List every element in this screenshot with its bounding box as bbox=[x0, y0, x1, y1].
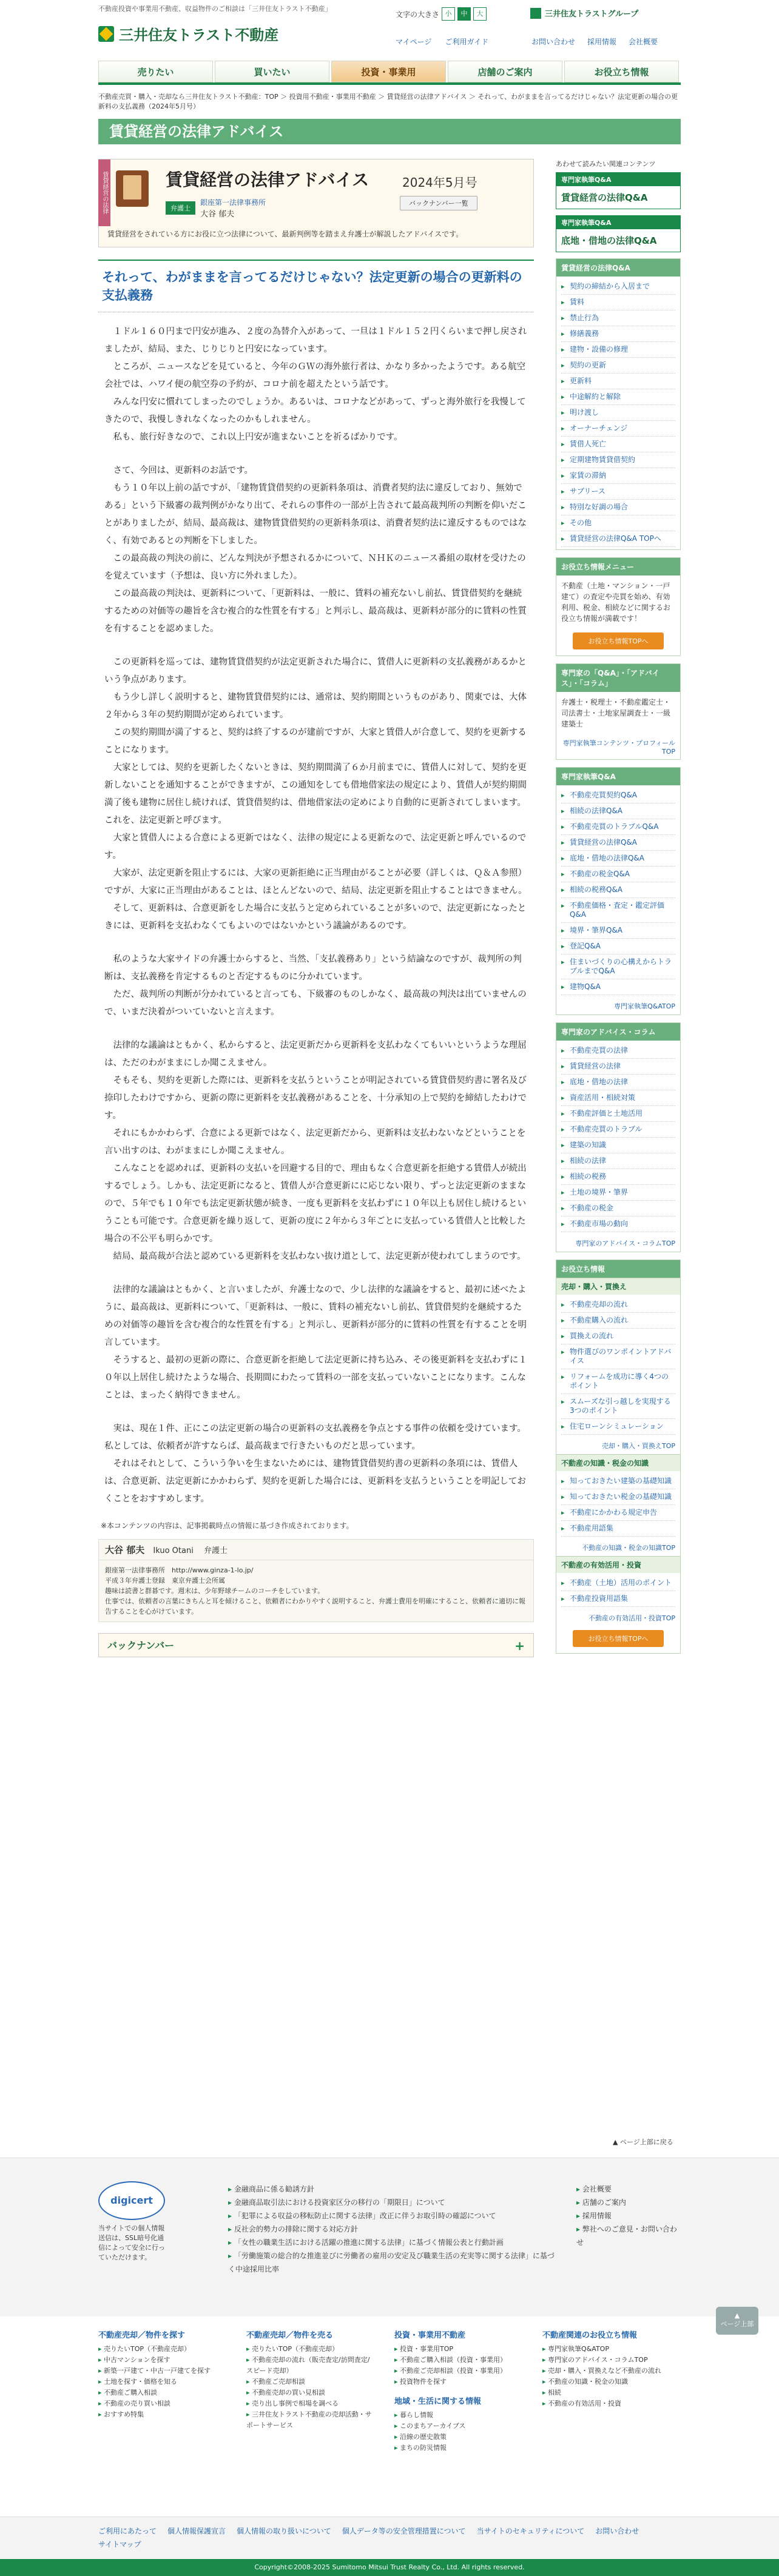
footer-column-heading[interactable]: 不動産売却／物件を売る bbox=[246, 2331, 334, 2340]
law-qa-item[interactable]: ▸ 契約の締結から入居まで bbox=[561, 279, 675, 295]
footer-column-link[interactable]: ▸ 専門家執筆Q&ATOP bbox=[542, 2344, 670, 2355]
related-qa-land[interactable] bbox=[556, 215, 681, 252]
law-qa-item[interactable]: ▸ 契約の更新 bbox=[561, 358, 675, 374]
profile-name: 大谷 郁夫 bbox=[105, 1545, 145, 1555]
expert-box bbox=[556, 663, 681, 760]
expert-advice-menu bbox=[556, 1022, 681, 1252]
article-paragraph: この更新料を巡っては、建物賃貸借契約が法定更新された場合に、賃借人に更新料の支払義務があるかという争点があります。 bbox=[104, 657, 527, 685]
logo-icon bbox=[98, 26, 114, 42]
law-qa-item[interactable]: ▸ 賃料 bbox=[561, 295, 675, 310]
author-name: 大谷 郁夫 bbox=[200, 210, 235, 219]
article-paragraph: １ドル１６０円まで円安が進み、２度の為替介入があって、一旦は１ドル１５２円くらいまで押し戻されましたが、結局、また、じりじりと円安になっています。 bbox=[104, 327, 527, 354]
article-paragraph: 法律的な議論はともかく、私からすると、法定更新だから更新料を支払わなくてもいいというような理屈は、ただのわがままにしか聞こえません。 bbox=[104, 1041, 527, 1068]
footer-column bbox=[246, 2329, 374, 2431]
useful-item[interactable]: ▸ 不動産購入の流れ bbox=[561, 1313, 675, 1329]
expert-advice-top-link[interactable]: 専門家のアドバイス・コラムTOP bbox=[575, 1239, 675, 1247]
expert-box-header: 専門家の「Q&A」・「アドバイス」・「コラム」 bbox=[556, 664, 680, 692]
footer-column-link[interactable]: ▸ 投資・事業用TOP bbox=[394, 2344, 522, 2355]
breadcrumb[interactable]: 不動産売買・購入・売却なら三井住友トラスト不動産：TOP ＞ 投資用不動産・事業用不動産 ＞ 賃貸経営の法律アドバイス ＞ それって、わがままを言ってるだけじゃない？法定更新の場合の更新料の支払義務（2024年5月号） bbox=[98, 93, 678, 110]
law-qa-item[interactable]: ▸ 定期建物賃貸借契約 bbox=[561, 452, 675, 468]
plus-icon: + bbox=[514, 1639, 525, 1653]
page-top-link[interactable]: ▲ ページ上部に戻る bbox=[613, 2138, 673, 2146]
expert-qa-top-link[interactable]: 専門家執筆Q&ATOP bbox=[614, 1002, 675, 1010]
footer-column-link[interactable]: ▸ 不動産売却の買い見相談 bbox=[246, 2387, 374, 2398]
footer-column bbox=[394, 2329, 522, 2454]
expert-advice-list bbox=[556, 1041, 680, 1235]
article-paragraph: もう１０年以上前の話ですが、「建物賃貸借契約の更新料条項は、消費者契約法に違反しており、無効である」という下級審の裁判例がかなり出て、それらの事件の一部が上告されて最高裁判所の判断を仰いだことがありましたが、結局、最高裁は、建物賃貸借契約の更新料条項は、消費者契約法に違反するものではなく、有効であるとの判断を下しました。 bbox=[104, 483, 527, 546]
footer-column-link[interactable]: ▸ 三井住友トラスト不動産の売却活動・サポートサービス bbox=[246, 2409, 374, 2431]
expert-advice-item[interactable]: ▸ 不動産市場の動向 bbox=[561, 1216, 675, 1232]
expert-qa-item[interactable]: ▸ 賃貸経営の法律Q&A bbox=[561, 835, 675, 851]
font-size-large-button[interactable]: 大 bbox=[473, 7, 487, 21]
expert-qa-item[interactable]: ▸ 不動産価格・査定・鑑定評価Q&A bbox=[561, 898, 675, 923]
backnumber-accordion[interactable] bbox=[98, 1633, 534, 1657]
article-paragraph: 大家が、法定更新を阻止するには、大家の更新拒絶に正当理由がることが必要（詳しくは、Ｑ＆Ａ参照）ですが、大家に正当理由があることは、ほとんどないので、結局、法定更新を阻止することはできません。 bbox=[104, 868, 527, 896]
footer-column-link[interactable]: ▸ 売却・購入・買換えなど不動産の流れ bbox=[542, 2366, 670, 2376]
useful-more-1[interactable]: 売却・購入・買換えTOP bbox=[601, 1442, 675, 1450]
footer-policy-link[interactable]: ▸ 「労働施策の総合的な推進並びに労働者の雇用の安定及び職業生活の充実等に関する法律」に基づく中途採用比率 bbox=[228, 2249, 559, 2276]
footer-policy-link[interactable]: ▸ 反社会的勢力の排除に関する対応方針 bbox=[228, 2222, 559, 2236]
article-paragraph: それにもかかわらず、合意による更新ではなく、法定更新だから、更新料は支払わないなどということを言い出すのは、わがままにしか聞こえません。 bbox=[104, 1129, 526, 1156]
article-paragraph: 私も、旅行好きなので、これ以上円安が進まないことを祈るばかりです。 bbox=[113, 432, 403, 442]
footer-policy-link[interactable]: ▸ 「犯罪による収益の移転防止に関する法律」改正に伴うお取引時の確認について bbox=[228, 2209, 559, 2222]
expert-top-link[interactable]: 専門家執筆コンテンツ・プロフィールTOP bbox=[562, 739, 675, 756]
footer-column-heading[interactable]: 地域・生活に関する情報 bbox=[394, 2397, 482, 2406]
author-profile bbox=[98, 1539, 534, 1622]
gnav-investment[interactable]: 投資・事業用 bbox=[331, 61, 446, 82]
expert-qa-item[interactable]: ▸ 不動産の税金Q&A bbox=[561, 867, 675, 882]
footer-column-link[interactable]: ▸ 暮らし情報 bbox=[394, 2410, 522, 2421]
footer-column bbox=[98, 2329, 226, 2420]
footer-bottom-link[interactable]: 個人データ等の安全管理措置について bbox=[342, 2527, 466, 2535]
useful-item[interactable]: ▸ 住宅ローンシミュレーション bbox=[561, 1419, 675, 1435]
footer-column-link[interactable]: ▸ このまちアーカイブス bbox=[394, 2421, 522, 2432]
article-paragraph: この最高裁の判決は、更新料について、「更新料は、一般に、賃料の補充ないし前払、賃貸借契約を継続するための対価等の趣旨を含む複合的な性質を有する」と判示し、最高裁は、更新料が部分的に賃料の性質を有することを認めました。 bbox=[104, 589, 527, 634]
expert-advice-item[interactable]: ▸ 建築の知識 bbox=[561, 1138, 675, 1153]
useful-sub-knowledge: 不動産の知識・税金の知識 bbox=[556, 1454, 680, 1471]
footer-company-link[interactable]: ▸ 弊社へのご意見・お問い合わせ bbox=[576, 2222, 680, 2249]
related-qa-land-header: 専門家執筆Q&A bbox=[556, 216, 680, 229]
related-qa-law[interactable] bbox=[556, 172, 681, 209]
footer-bottom-link[interactable]: サイトマップ bbox=[98, 2540, 141, 2549]
util-nav bbox=[396, 36, 488, 47]
useful-info-menu bbox=[556, 1259, 681, 1654]
expert-box-text: 弁護士・税理士・不動産鑑定士・司法書士・土地家屋調査士・一級建築士 bbox=[561, 698, 671, 728]
footer-column-link[interactable]: ▸ 不動産ご購入相談 bbox=[98, 2387, 226, 2398]
help-menu-header: お役立ち情報メニュー bbox=[556, 558, 680, 575]
article-paragraph: 大家としては、契約を更新したくないときは、契約期間満了６か月前までに、賃借人に対して、契約を更新しないことを通知することができますが、この通知をしても借地借家法の規定により、賃借人が契約期間満了後も建物に居住し続ければ、賃貸借契約は、借地借家法の定めにより自動的に更新されてしまいます。これを、法定更新と呼びます。 bbox=[104, 763, 527, 825]
footer-column-link[interactable]: ▸ 不動産ご売却相談 bbox=[246, 2376, 374, 2387]
footer-bottom-link-list bbox=[98, 2524, 681, 2551]
article-paragraph: もう少し詳しく説明すると、建物賃貸借契約には、通常は、契約期間というものがあり、関東では、大体２年から３年の契約期間が定められています。 bbox=[104, 693, 527, 720]
expert-qa-item[interactable]: ▸ 不動産売買契約Q&A bbox=[561, 788, 675, 803]
column-header-card bbox=[98, 159, 534, 247]
expert-advice-item[interactable]: ▸ 資産活用・相続対策 bbox=[561, 1090, 675, 1106]
profile-line: 趣味は読書と群碁です。週末は、少年野球チームのコーチをしています。 bbox=[105, 1587, 325, 1595]
footer-column-heading[interactable]: 不動産売却／物件を探す bbox=[98, 2331, 186, 2340]
site-logo[interactable] bbox=[98, 23, 278, 44]
profile-line[interactable]: 銀座第一法律事務所 http://www.ginza-1-lo.jp/ bbox=[105, 1566, 254, 1574]
expert-advice-item[interactable]: ▸ 賃貸経営の法律 bbox=[561, 1059, 675, 1075]
page-top-label: ページ上部に戻る bbox=[619, 2138, 673, 2146]
column-title: 賃貸経営の法律アドバイス bbox=[166, 170, 369, 190]
font-size-medium-button[interactable]: 中 bbox=[457, 7, 471, 21]
expert-advice-item[interactable]: ▸ 相続の法律 bbox=[561, 1153, 675, 1169]
backnumber-list-button[interactable]: バックナンバー一覧 bbox=[400, 196, 477, 210]
useful-list-2 bbox=[556, 1471, 680, 1539]
global-nav bbox=[98, 61, 681, 85]
gnav-stores[interactable]: 店舗のご案内 bbox=[448, 61, 562, 82]
article-paragraph: この契約期間が満了すると、契約は終了するのが建前ですが、大家と賃借人が合意して、契約を更新することになります。 bbox=[104, 728, 527, 755]
article-body bbox=[98, 323, 534, 1508]
footer-policy-link[interactable]: ▸ 「女性の職業生活における活躍の推進に関する法律」に基づく情報公表と行動計画 bbox=[228, 2236, 559, 2249]
column-ribbon: 賃貸経営の法律 bbox=[98, 159, 110, 226]
issue-date: 2024年5月号 bbox=[402, 175, 477, 190]
font-size-small-button[interactable]: 小 bbox=[442, 7, 455, 21]
footer-column-link[interactable]: ▸ 相続 bbox=[542, 2387, 670, 2398]
expert-qa-item[interactable]: ▸ 不動産売買のトラブルQ&A bbox=[561, 819, 675, 835]
footer-bottom-link[interactable]: 当サイトのセキュリティについて bbox=[476, 2527, 585, 2535]
floating-page-top-label: ページ上部 bbox=[720, 2320, 754, 2328]
useful-item[interactable]: ▸ 不動産にかかわる規定申告 bbox=[561, 1505, 675, 1521]
law-qa-item[interactable]: ▸ 禁止行為 bbox=[561, 310, 675, 326]
guide-link[interactable]: ご利用ガイド bbox=[445, 38, 489, 46]
law-qa-menu-header: 賃貸経営の法律Q&A bbox=[556, 259, 680, 277]
footer-policy-links bbox=[228, 2182, 559, 2276]
footer-column-link[interactable]: ▸ 土地を探す・価格を知る bbox=[98, 2376, 226, 2387]
useful-item[interactable]: ▸ 知っておきたい税金の基礎知識 bbox=[561, 1489, 675, 1505]
useful-item[interactable]: ▸ 知っておきたい建築の基礎知識 bbox=[561, 1474, 675, 1489]
law-qa-item[interactable]: ▸ 賃借人死亡 bbox=[561, 437, 675, 452]
related-qa-land-title: 底地・借地の法律Q&A bbox=[561, 235, 657, 246]
article-paragraph: ただ、裁判所の判断が分かれていると言っても、下級審のものしかなく、最高裁の判決は出ていませんので、いまだ決着がついていないと言えます。 bbox=[104, 990, 527, 1017]
footer-column-heading[interactable]: 投資・事業用不動産 bbox=[394, 2331, 466, 2340]
article-paragraph: さて、今回は、更新料のお話です。 bbox=[113, 466, 254, 475]
law-qa-menu bbox=[556, 258, 681, 550]
article-paragraph: そもそも、契約を更新した際には、更新料を支払うということが明記されている賃貸借契約書に署名及び捺印したわけですから、更新の際に更新料を支払義務があることを、十分承知の上で契約を締結したわけです。 bbox=[104, 1076, 527, 1121]
useful-item[interactable]: ▸ 不動産投資用語集 bbox=[561, 1591, 675, 1607]
useful-item[interactable]: ▸ 不動産（土地）活用のポイント bbox=[561, 1575, 675, 1591]
footer-bottom-link[interactable]: 個人情報の取り扱いについて bbox=[237, 2527, 331, 2535]
expert-advice-item[interactable]: ▸ 不動産売買のトラブル bbox=[561, 1122, 675, 1138]
law-qa-item[interactable]: ▸ 特別な好調の場合 bbox=[561, 500, 675, 515]
useful-item[interactable]: ▸ 物件選びのワンポイントアドバイス bbox=[561, 1344, 675, 1369]
sidebar bbox=[556, 159, 681, 1661]
company-link[interactable]: 会社概要 bbox=[629, 38, 658, 46]
font-size-switcher bbox=[396, 7, 487, 21]
useful-item[interactable]: ▸ スムーズな引っ越しを実現する3つのポイント bbox=[561, 1394, 675, 1419]
logo-text: 三井住友トラスト不動産 bbox=[119, 26, 279, 44]
law-qa-item[interactable]: ▸ オーナーチェンジ bbox=[561, 421, 675, 437]
footer-column-link[interactable]: ▸ 不動産の有効活用・投資 bbox=[542, 2398, 670, 2409]
article-paragraph: みんな円安に慣れてしまったのでしょうか。あるいは、コロナなどがあって、ずっと海外旅行を我慢してきたので、我慢しきれなくなったのかもしれません。 bbox=[104, 397, 526, 424]
footer-column-link[interactable]: ▸ 不動産の売り買い相談 bbox=[98, 2398, 226, 2409]
expert-qa-item[interactable]: ▸ 底地・借地の法律Q&A bbox=[561, 851, 675, 867]
footer-company-links bbox=[576, 2182, 680, 2249]
group-logo-icon bbox=[530, 8, 541, 19]
article-title: それって、わがままを言ってるだけじゃない？法定更新の場合の更新料の支払義務 bbox=[98, 260, 534, 312]
contact-link[interactable]: お問い合わせ bbox=[531, 38, 576, 46]
copyright: Copyright©2008-2025 Sumitomo Mitsui Trust Realty Co., Ltd. All rights reserved. bbox=[0, 2559, 779, 2576]
footer-column-link[interactable]: ▸ 不動産売却の流れ（販売査定/訪問査定/スピード売却） bbox=[246, 2355, 374, 2376]
useful-item[interactable]: ▸ 不動産売却の流れ bbox=[561, 1297, 675, 1313]
footer-bottom-link[interactable]: お問い合わせ bbox=[595, 2527, 639, 2535]
expert-qa-item[interactable]: ▸ 登記Q&A bbox=[561, 939, 675, 954]
main-content bbox=[98, 159, 534, 1657]
mypage-link[interactable]: マイページ bbox=[396, 38, 432, 46]
footer-column-link[interactable]: ▸ 沿線の歴史散策 bbox=[394, 2432, 522, 2443]
footer-info bbox=[0, 2158, 779, 2316]
footer-column-link[interactable]: ▸ 不動産ご購入相談（投資・事業用） bbox=[394, 2355, 522, 2366]
expert-advice-item[interactable]: ▸ 相続の税務 bbox=[561, 1169, 675, 1185]
content-note: ※本コンテンツの内容は、記事掲載時点の情報に基づき作成されております。 bbox=[101, 1521, 354, 1530]
expert-qa-item[interactable]: ▸ 住まいづくりの心構えからトラブルまでQ&A bbox=[561, 954, 675, 979]
article-paragraph: そして、更新料は、合意更新をした場合に支払うと定められていることが多いので、法定更新になったときには、更新料を支払わなくてもよいのではないかという議論があるのです。 bbox=[104, 904, 527, 931]
author-firm-link[interactable]: 銀座第一法律事務所 bbox=[200, 198, 266, 207]
footer-column-link[interactable]: ▸ 専門家のアドバイス・コラムTOP bbox=[542, 2355, 670, 2366]
article-paragraph: この最高裁の判決の前に、どんな判決が予想されるかについて、ＮＨＫのニュース番組の取材を受けたのを覚えています（予想は、良い方に外れました）。 bbox=[104, 554, 526, 581]
gnav-sell[interactable]: 売りたい bbox=[98, 61, 213, 82]
law-qa-item[interactable]: ▸ 修繕義務 bbox=[561, 326, 675, 342]
expert-qa-item[interactable]: ▸ 建物Q&A bbox=[561, 979, 675, 995]
footer-column-heading[interactable]: 不動産関連のお役立ち情報 bbox=[542, 2331, 638, 2340]
book-icon bbox=[116, 170, 149, 207]
expert-qa-header: 専門家執筆Q&A bbox=[556, 768, 680, 785]
article-paragraph: 実は、現在１件、正にこの法定更新の場合の更新料の支払義務を争点とする事件の依頼を受けています。私としては、依頼者が許すならば、最高裁まで行きたいものだと思っています。 bbox=[104, 1424, 526, 1451]
law-qa-item[interactable]: ▸ その他 bbox=[561, 515, 675, 531]
digicert-seal[interactable]: digicert bbox=[98, 2181, 165, 2220]
profile-header bbox=[99, 1540, 533, 1560]
footer-policy-link[interactable]: ▸ 金融商品に係る勧誘方針 bbox=[228, 2182, 559, 2196]
footer-column-link[interactable]: ▸ 売り出し事例で相場を調べる bbox=[246, 2398, 374, 2409]
expert-advice-item[interactable]: ▸ 底地・借地の法律 bbox=[561, 1075, 675, 1090]
expert-qa-list bbox=[556, 785, 680, 998]
article-paragraph: 結局、最高裁が合法と認めている更新料を支払わない抜け道として、法定更新が使われてしまうのです。 bbox=[113, 1252, 526, 1261]
footer-column bbox=[542, 2329, 670, 2409]
author-role-badge: 弁護士 bbox=[166, 201, 195, 215]
expert-advice-item[interactable]: ▸ 不動産評価と土地活用 bbox=[561, 1106, 675, 1122]
article-paragraph: それはそれとして、こういう争いを生まないためには、建物賃貸借契約書の更新料の条項には、賃借人は、合意更新、法定更新にかかわらず、契約を更新した場合には、更新料を支払うということを明記しておくことをおすすめします。 bbox=[104, 1459, 526, 1504]
law-qa-item[interactable]: ▸ 中途解約と解除 bbox=[561, 389, 675, 405]
font-size-label: 文字の大きさ bbox=[396, 10, 440, 19]
useful-sub-sell-buy: 売却・購入・買換え bbox=[556, 1278, 680, 1295]
related-qa-law-header: 専門家執筆Q&A bbox=[556, 173, 680, 186]
footer-column-link[interactable]: ▸ 投資物件を探す bbox=[394, 2376, 522, 2387]
gnav-info[interactable]: お役立ち情報 bbox=[564, 61, 679, 82]
expert-advice-item[interactable]: ▸ 不動産の税金 bbox=[561, 1201, 675, 1216]
footer-company-link[interactable]: ▸ 会社概要 bbox=[576, 2182, 680, 2196]
footer-column-link[interactable]: ▸ おすすめ特集 bbox=[98, 2409, 226, 2420]
law-qa-item[interactable]: ▸ 更新料 bbox=[561, 374, 675, 389]
useful-item[interactable]: ▸ 買換えの流れ bbox=[561, 1329, 675, 1344]
expert-advice-item[interactable]: ▸ 土地の境界・筆界 bbox=[561, 1185, 675, 1201]
useful-sub-investment: 不動産の有効活用・投資 bbox=[556, 1556, 680, 1573]
related-qa-law-title: 賃貸経営の法律Q&A bbox=[561, 192, 648, 203]
column-description: 賃貸経営をされている方にお役に立つ法律について、最新判例等を踏まえ弁護士が解説したアドバイスです。 bbox=[107, 230, 464, 238]
expert-qa-item[interactable]: ▸ 相続の税務Q&A bbox=[561, 882, 675, 898]
footer-column-link[interactable]: ▸ 不動産ご売却相談（投資・事業用） bbox=[394, 2366, 522, 2376]
footer-company-link[interactable]: ▸ 採用情報 bbox=[576, 2209, 680, 2222]
footer-company-link[interactable]: ▸ 店舗のご案内 bbox=[576, 2196, 680, 2209]
useful-list-1 bbox=[556, 1295, 680, 1437]
article-paragraph: こんなことを認めれば、更新料の支払いを回避する目的で、理由もなく合意更新を拒絶する賃借人が続出するでしょう。しかも、法定更新になると、賃借人が合意更新にに応じない限り、ずっと法定更新のままなので、５年でも１０年でも法定更新状態が続き、一度も更新料を支払わずに１０年以上も居住し続けるということも可能です。合意更新を繰り返して、更新の度に２年から３年ごとに支払っている賃借人と比較した場合の不公平も明らかです。 bbox=[104, 1164, 527, 1244]
law-qa-list bbox=[556, 277, 680, 549]
footer-policy-link[interactable]: ▸ 金融商品取引法における投資家区分の移行の「期限日」について bbox=[228, 2196, 559, 2209]
article-paragraph: ところが、ニュースなどを見ていると、今年のＧＷの海外旅行者は、かなり多かったようです。ある航空会社では、ハワイ便の航空券の予約が、コロナ前を超えたという話です。 bbox=[104, 362, 526, 389]
profile-roman: Ikuo Otani bbox=[153, 1546, 194, 1555]
backnumber-label: バックナンバー bbox=[107, 1640, 175, 1651]
footer-column-link[interactable]: ▸ 売りたいTOP（不動産売却） bbox=[246, 2344, 374, 2355]
profile-line: 平成３年弁護士登録 東京弁護士会所属 bbox=[105, 1577, 225, 1585]
useful-more-2[interactable]: 不動産の知識・税金の知識TOP bbox=[581, 1544, 675, 1552]
useful-info-header: お役立ち情報 bbox=[556, 1260, 680, 1278]
footer-column-link[interactable]: ▸ 新築一戸建て・中古一戸建てを探す bbox=[98, 2366, 226, 2376]
page-title: 賃貸経営の法律アドバイス bbox=[98, 119, 681, 144]
law-qa-item[interactable]: ▸ サブリース bbox=[561, 484, 675, 500]
expert-advice-header: 専門家のアドバイス・コラム bbox=[556, 1023, 680, 1041]
help-menu-text: 不動産（土地・マンション・一戸建て）の査定や売買を始め、有効利用、税金、相続などに関するお役立ち情報が満載です！ bbox=[561, 582, 671, 623]
useful-list-3 bbox=[556, 1573, 680, 1609]
law-qa-item[interactable]: ▸ 家賃の滞納 bbox=[561, 468, 675, 484]
recruit-link[interactable]: 採用情報 bbox=[587, 38, 617, 46]
floating-page-top-button[interactable]: ▲ ページ上部 bbox=[716, 2307, 758, 2335]
footer-bottom-link[interactable]: ご利用にあたって bbox=[98, 2527, 157, 2535]
article-paragraph: 私のような大家サイドの弁護士からすると、当然、「支払義務あり」という結論なのですが、裁判所の判断は、支払義務を肯定するものと否定するものに分かれています。 bbox=[104, 954, 522, 982]
footer-sitemap bbox=[0, 2318, 779, 2517]
group-logo[interactable] bbox=[530, 7, 638, 19]
footer-column-link[interactable]: ▸ 売りたいTOP（不動産売却） bbox=[98, 2344, 226, 2355]
util-nav-2 bbox=[531, 36, 658, 47]
help-top-button[interactable]: お役立ち情報TOPへ bbox=[573, 632, 664, 649]
footer-column-link[interactable]: ▸ 中古マンションを探す bbox=[98, 2355, 226, 2366]
useful-more-3[interactable]: 不動産の有効活用・投資TOP bbox=[588, 1614, 675, 1622]
gnav-buy[interactable]: 買いたい bbox=[215, 61, 329, 82]
footer-column-link[interactable]: ▸ 不動産の知識・税金の知識 bbox=[542, 2376, 670, 2387]
expert-advice-item[interactable]: ▸ 不動産売買の法律 bbox=[561, 1043, 675, 1059]
group-logo-text: 三井住友トラストグループ bbox=[545, 10, 639, 19]
header-tagline: 不動産投資や事業用不動産、収益物件のご相談は「三井住友トラスト不動産」 bbox=[98, 5, 332, 13]
expert-qa-menu bbox=[556, 767, 681, 1015]
footer-column-link[interactable]: ▸ まちの防災情報 bbox=[394, 2443, 522, 2454]
profile-line: 仕事では、依頼者の言葉にきちんと耳を傾けること、依頼者にわかりやすく説明すること、弁護士費用を明確にすること、依頼者に適切に報告することを心がけています。 bbox=[105, 1597, 525, 1615]
ssl-note: 当サイトでの個人情報送信は、SSL暗号化通信によって安全に行っていただけます。 bbox=[98, 2224, 165, 2261]
site-header bbox=[0, 0, 779, 53]
help-menu bbox=[556, 557, 681, 656]
useful-item[interactable]: ▸ リフォームを成功に導く4つのポイント bbox=[561, 1369, 675, 1394]
article-paragraph: そうすると、最初の更新の際に、合意更新を拒絶して法定更新に持ち込み、その後更新料を支払わずに１０年以上居住し続けたような場合、長期間にわたって賃料の一部を支払っていないことになります。こんなことは、まったく納得できません。 bbox=[104, 1355, 527, 1400]
related-label: あわせて読みたい関連コンテンツ bbox=[556, 160, 656, 168]
expert-qa-item[interactable]: ▸ 相続の法律Q&A bbox=[561, 803, 675, 819]
law-qa-item[interactable]: ▸ 明け渡し bbox=[561, 405, 675, 421]
article-paragraph: 法律的な議論はともかく、と言いましたが、弁護士なので、少し法律的な議論をすると、最初に述べたように、最高裁は、更新料について、「更新料は、一般に、賃料の補充ないし前払、賃貸借契約を継続するための対価等の趣旨を含む複合的な性質を有する」と判示し、更新料が部分的に賃料の性質を有することを明言しています。 bbox=[104, 1285, 527, 1347]
useful-top-button[interactable]: お役立ち情報TOPへ bbox=[573, 1630, 664, 1647]
useful-item[interactable]: ▸ 不動産用語集 bbox=[561, 1521, 675, 1537]
profile-body bbox=[99, 1560, 533, 1622]
footer-bottom-links bbox=[0, 2517, 779, 2559]
footer-bottom-link[interactable]: 個人情報保護宣言 bbox=[167, 2527, 226, 2535]
law-qa-item[interactable]: ▸ 建物・設備の修理 bbox=[561, 342, 675, 358]
article-paragraph: 大家と賃借人による合意による更新ではなく、法律の規定による更新なので、法定更新と呼んでいるのです。 bbox=[104, 833, 527, 860]
profile-role: 弁護士 bbox=[203, 1546, 228, 1555]
law-qa-item[interactable]: ▸ 賃貸経営の法律Q&A TOPへ bbox=[561, 531, 675, 547]
expert-qa-item[interactable]: ▸ 境界・筆界Q&A bbox=[561, 923, 675, 939]
